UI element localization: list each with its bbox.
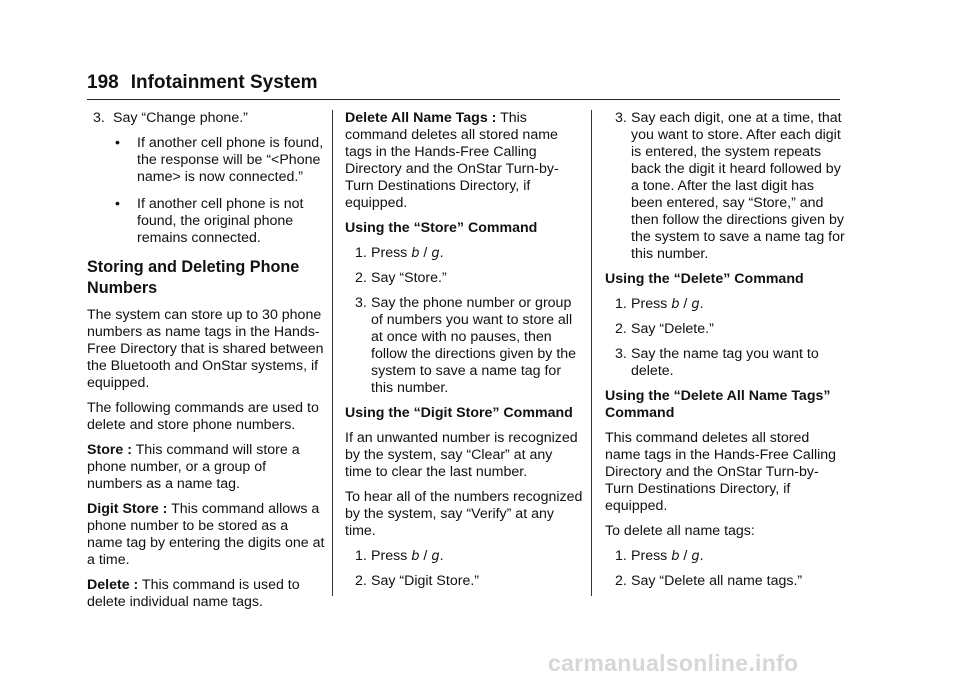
step-item — [605, 321, 845, 338]
paragraph: The following commands are used to delete and store phone numbers. — [87, 400, 319, 433]
step-number: 2. — [355, 573, 367, 589]
voice-command-icon: g — [431, 246, 440, 261]
paragraph: This command deletes all stored name tags in the Hands-Free Calling Directory and the OnStar Turn-by-Turn Destinations Directory, if equipped. — [605, 430, 837, 514]
step-text: Say “Digit Store.” — [371, 573, 480, 589]
page-number: 198 — [87, 72, 119, 93]
bullet-text: If another cell phone is not found, the original phone remains connected. — [137, 196, 304, 246]
column-1 — [87, 110, 325, 619]
step-text: Say each digit, one at a time, that you want to store. After each digit is entered, the system repeats back the digit it heard followed by a tone. After the last digit has been entered, say “Store,” and then follow the directions given by the system to save a name tag for this number. — [631, 110, 845, 262]
definition-delete — [87, 577, 325, 611]
subheading-delete: Using the “Delete” Command — [605, 271, 804, 287]
paragraph: The system can store up to 30 phone numbers as name tags in the Hands-Free Directory that is shared between the Bluetooth and OnStar systems, if equipped. — [87, 307, 324, 391]
subheading-digit-store: Using the “Digit Store” Command — [345, 405, 573, 421]
step-number: 3. — [615, 346, 627, 362]
push-to-talk-icon: b — [411, 246, 420, 261]
section-heading: Storing and Deleting Phone Numbers — [87, 258, 300, 297]
watermark: carmanualsonline.info — [548, 650, 799, 676]
step-text: Press — [371, 548, 408, 564]
step-text: Say the name tag you want to delete. — [631, 346, 819, 379]
definition: This command deletes all stored name tags in the Hands-Free Calling Directory and the OnStar Turn-by-Turn Destinations Directory, if equipped. — [345, 110, 559, 211]
paragraph: To delete all name tags: — [605, 523, 755, 539]
step-number: 1. — [615, 548, 627, 564]
paragraph: To hear all of the numbers recognized by the system, say “Verify” at any time. — [345, 489, 583, 539]
step-period: . — [699, 296, 704, 312]
bullet-text: If another cell phone is found, the response will be “<Phone name> is now connected.” — [137, 135, 324, 185]
step-text: Say “Store.” — [371, 270, 447, 286]
section-title: Infotainment System — [130, 72, 318, 93]
bullet-mark: • — [115, 135, 120, 151]
bullet-item — [87, 135, 325, 186]
term: Delete : — [87, 577, 139, 593]
icon-separator: / — [419, 245, 432, 261]
voice-command-icon: g — [691, 297, 700, 312]
step-text: Press — [631, 548, 668, 564]
subheading-delete-all: Using the “Delete All Name Tags” Command — [605, 388, 831, 421]
step-number: 1. — [355, 245, 367, 261]
step-item — [345, 548, 583, 565]
step-text: Say “Delete all name tags.” — [631, 573, 803, 589]
step-number: 1. — [615, 296, 627, 312]
icon-separator: / — [679, 296, 692, 312]
push-to-talk-icon: b — [671, 297, 680, 312]
step-item — [345, 573, 583, 590]
column-2 — [345, 110, 583, 598]
step-item — [605, 573, 845, 590]
term: Delete All Name Tags : — [345, 110, 497, 126]
icon-separator: / — [679, 548, 692, 564]
header-rule — [87, 99, 840, 100]
step-item — [605, 548, 845, 565]
step-item — [605, 110, 845, 263]
step-number: 3. — [93, 110, 105, 126]
step-item — [345, 245, 583, 262]
push-to-talk-icon: b — [671, 549, 680, 564]
voice-command-icon: g — [431, 549, 440, 564]
step-number: 2. — [615, 573, 627, 589]
step-item — [345, 270, 583, 287]
definition: This command allows a phone number to be stored as a name tag by entering the digits one at a time. — [87, 501, 325, 568]
step-period: . — [439, 245, 444, 261]
step-text: Say “Delete.” — [631, 321, 714, 337]
page-header — [87, 72, 318, 94]
bullet-item — [87, 196, 325, 247]
column-divider-2 — [591, 110, 592, 596]
voice-command-icon: g — [691, 549, 700, 564]
step-number: 2. — [615, 321, 627, 337]
subheading-store: Using the “Store” Command — [345, 220, 538, 236]
step-item — [605, 296, 845, 313]
term: Store : — [87, 442, 132, 458]
push-to-talk-icon: b — [411, 549, 420, 564]
column-divider-1 — [332, 110, 333, 596]
definition: This command is used to delete individual name tags. — [87, 577, 300, 610]
definition-store — [87, 442, 325, 493]
step-text: Press — [631, 296, 668, 312]
step-item — [605, 346, 845, 380]
column-3 — [605, 110, 845, 598]
definition: This command will store a phone number, or a group of numbers as a name tag. — [87, 442, 300, 492]
step-item — [345, 295, 583, 397]
step-number: 3. — [615, 110, 627, 126]
definition-digit-store — [87, 501, 325, 569]
step-number: 3. — [355, 295, 367, 311]
step-period: . — [439, 548, 444, 564]
icon-separator: / — [419, 548, 432, 564]
step-text: Press — [371, 245, 408, 261]
term: Digit Store : — [87, 501, 168, 517]
step-change-phone — [87, 110, 325, 127]
step-period: . — [699, 548, 704, 564]
step-text: Say the phone number or group of numbers you want to store all at once with no pauses, then follow the directions given by the system to save a name tag for this number. — [371, 295, 577, 396]
step-number: 2. — [355, 270, 367, 286]
bullet-mark: • — [115, 196, 120, 212]
definition-delete-all — [345, 110, 583, 212]
step-text: Say “Change phone.” — [113, 110, 248, 126]
step-number: 1. — [355, 548, 367, 564]
paragraph: If an unwanted number is recognized by the system, say “Clear” at any time to clear the last number. — [345, 430, 578, 480]
